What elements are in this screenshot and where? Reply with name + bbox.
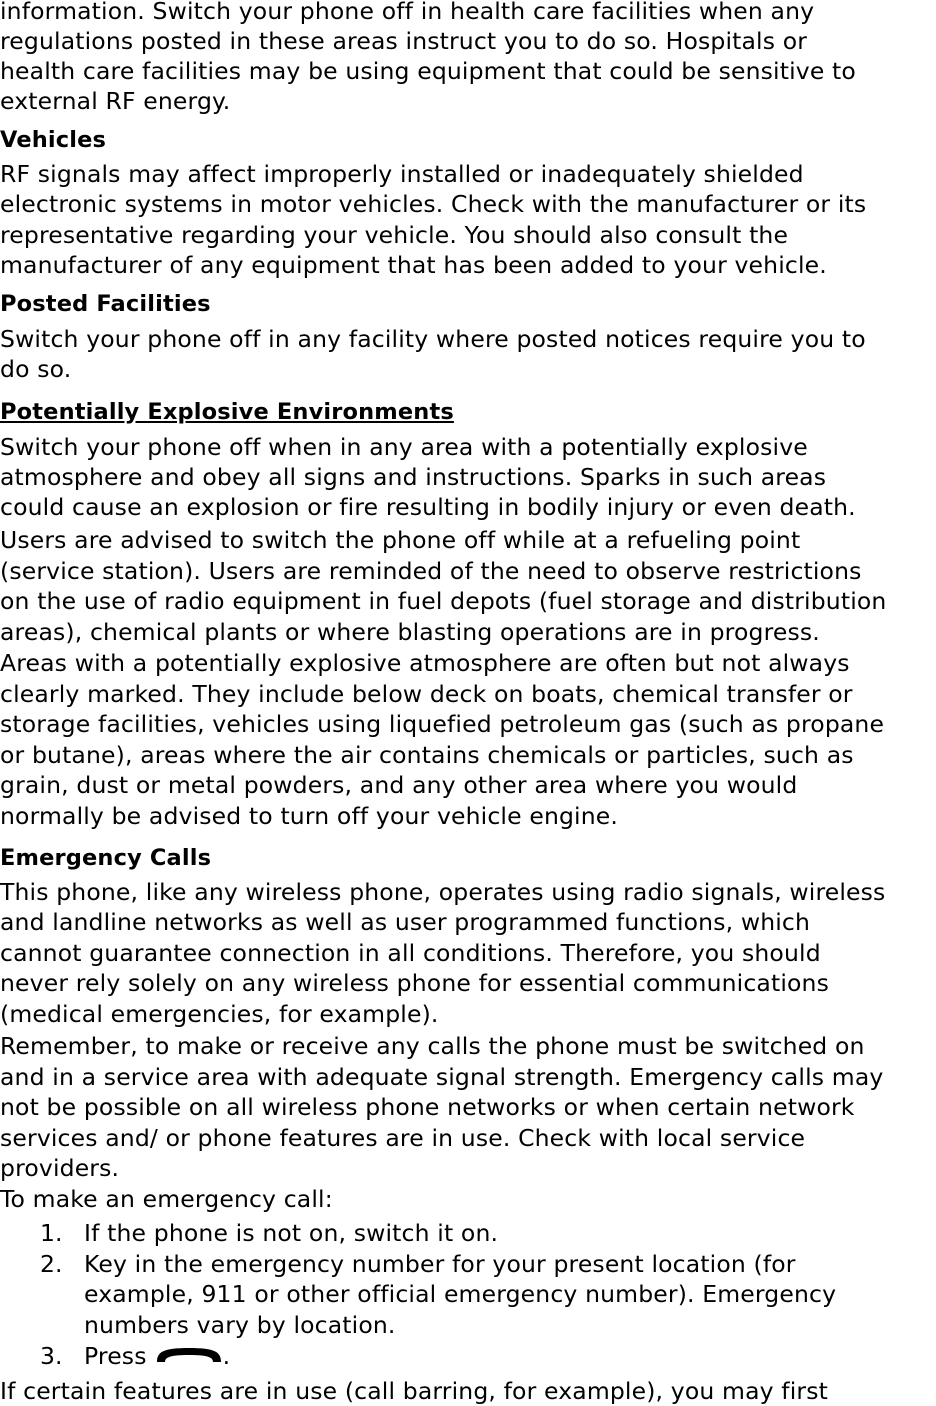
step-text: Key in the emergency number for your present location (for [84, 1250, 796, 1278]
heading-emergency-calls: Emergency Calls [0, 845, 212, 871]
text-line: This phone, like any wireless phone, operates using radio signals, wireless [0, 878, 886, 906]
text-line: areas), chemical plants or where blasting operations are in progress. [0, 618, 820, 646]
step-text [84, 1341, 230, 1371]
text-line: representative regarding your vehicle. You should also consult the [0, 221, 789, 249]
text-line: RF signals may affect improperly installed or inadequately shielded [0, 160, 804, 188]
text-line: could cause an explosion or fire resulting in bodily injury or even death. [0, 493, 856, 521]
text-line: services and/ or phone features are in use. Check with local service [0, 1124, 806, 1152]
text-line: grain, dust or metal powders, and any other area where you would [0, 771, 798, 799]
text-line: If certain features are in use (call barring, for example), you may first [0, 1377, 828, 1405]
text-line: electronic systems in motor vehicles. Check with the manufacturer or its [0, 190, 867, 218]
text-line: Areas with a potentially explosive atmosphere are often but not always [0, 649, 850, 677]
text-line: or butane), areas where the air contains chemicals or particles, such as [0, 741, 854, 769]
step-text: numbers vary by location. [84, 1311, 396, 1339]
text-line: and landline networks as well as user programmed functions, which [0, 908, 811, 936]
text-line: Remember, to make or receive any calls the phone must be switched on [0, 1032, 865, 1060]
text-line: manufacturer of any equipment that has been added to your vehicle. [0, 251, 827, 279]
text-line: never rely solely on any wireless phone for essential communications [0, 969, 829, 997]
step-period: . [222, 1342, 231, 1370]
text-line: clearly marked. They include below deck on boats, chemical transfer or [0, 680, 853, 708]
text-line: Switch your phone off in any facility where posted notices require you to [0, 325, 866, 353]
text-line: information. Switch your phone off in health care facilities when any [0, 0, 815, 25]
text-line: external RF energy. [0, 87, 231, 115]
step-number: 1. [40, 1219, 63, 1247]
text-line: on the use of radio equipment in fuel depots (fuel storage and distribution [0, 587, 887, 615]
emergency-call-intro: To make an emergency call: [0, 1185, 333, 1213]
text-line: normally be advised to turn off your vehicle engine. [0, 802, 619, 830]
step-number: 3. [40, 1342, 63, 1370]
step-text: example, 911 or other official emergency number). Emergency [84, 1280, 837, 1308]
call-key-icon [155, 1344, 223, 1366]
text-line: and in a service area with adequate signal strength. Emergency calls may [0, 1063, 884, 1091]
step-press-label: Press [84, 1342, 147, 1370]
text-line: health care facilities may be using equipment that could be sensitive to [0, 57, 856, 85]
step-text: If the phone is not on, switch it on. [84, 1219, 499, 1247]
text-line: Users are advised to switch the phone off while at a refueling point [0, 526, 801, 554]
text-line: (service station). Users are reminded of the need to observe restrictions [0, 557, 862, 585]
text-line: (medical emergencies, for example). [0, 1000, 439, 1028]
text-line: atmosphere and obey all signs and instructions. Sparks in such areas [0, 463, 827, 491]
heading-posted-facilities: Posted Facilities [0, 291, 211, 317]
text-line: regulations posted in these areas instruct you to do so. Hospitals or [0, 27, 808, 55]
step-number: 2. [40, 1250, 63, 1278]
text-line: providers. [0, 1154, 120, 1182]
heading-vehicles: Vehicles [0, 127, 107, 153]
text-line: storage facilities, vehicles using liquefied petroleum gas (such as propane [0, 710, 885, 738]
heading-potentially-explosive-environments: Potentially Explosive Environments [0, 399, 454, 425]
text-line: do so. [0, 355, 72, 383]
text-line: Switch your phone off when in any area with a potentially explosive [0, 433, 808, 461]
text-line: cannot guarantee connection in all conditions. Therefore, you should [0, 939, 821, 967]
text-line: not be possible on all wireless phone networks or when certain network [0, 1093, 855, 1121]
